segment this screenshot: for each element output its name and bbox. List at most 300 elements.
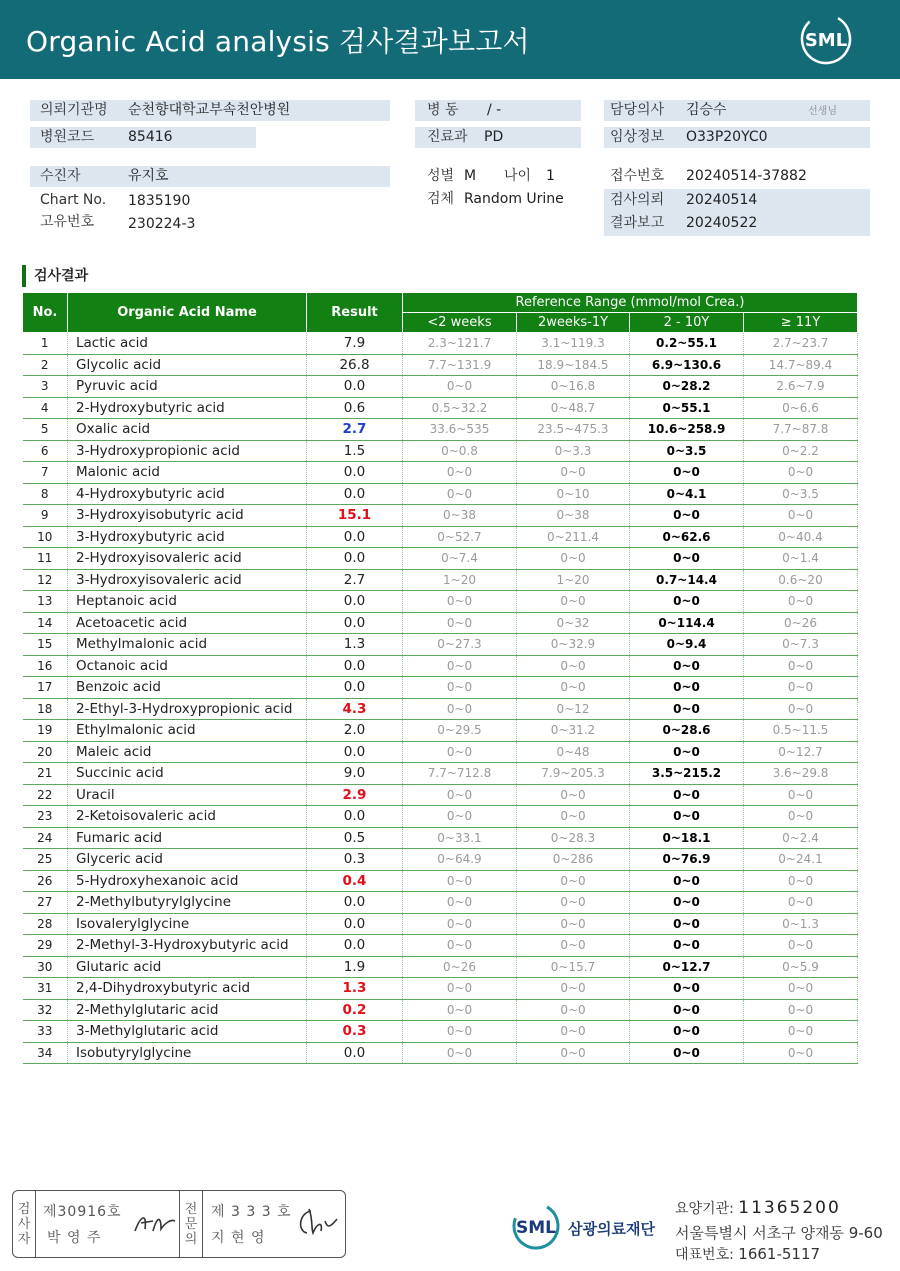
acid-name: Fumaric acid — [68, 827, 307, 849]
specialist-label: 전 문 의 — [184, 1201, 198, 1247]
row-number: 28 — [23, 913, 68, 935]
row-number: 31 — [23, 978, 68, 1000]
ref-2-10y: 0~0 — [630, 978, 744, 1000]
result-value: 15.1 — [307, 505, 403, 527]
row-number: 24 — [23, 827, 68, 849]
hospital-code-value: 85416 — [128, 129, 173, 145]
ref-under-2weeks: 0~0 — [403, 913, 517, 935]
ref-2-10y: 0~0 — [630, 548, 744, 570]
ref-under-2weeks: 0~52.7 — [403, 526, 517, 548]
result-value: 2.0 — [307, 720, 403, 742]
table-row — [23, 720, 858, 742]
clinical-label: 임상정보 — [610, 129, 665, 145]
ref-over-11y: 0~0 — [744, 655, 858, 677]
acid-name: 2-Ethyl-3-Hydroxypropionic acid — [68, 698, 307, 720]
specialist-signature-icon — [293, 1205, 341, 1239]
ref-2weeks-1y: 0~0 — [517, 806, 630, 828]
ref-2-10y: 0~0 — [630, 462, 744, 484]
ref-2weeks-1y: 0~0 — [517, 784, 630, 806]
specialist-name: 지 현 영 — [211, 1230, 266, 1246]
ref-over-11y: 3.6~29.8 — [744, 763, 858, 785]
acid-name: Heptanoic acid — [68, 591, 307, 613]
row-number: 25 — [23, 849, 68, 871]
acid-name: Glutaric acid — [68, 956, 307, 978]
table-row — [23, 655, 858, 677]
inspector-signature-icon — [131, 1209, 179, 1239]
ref-2weeks-1y: 0~48 — [517, 741, 630, 763]
ref-under-2weeks: 0~0 — [403, 376, 517, 398]
acid-name: Glycolic acid — [68, 354, 307, 376]
ref-2-10y: 0~18.1 — [630, 827, 744, 849]
result-value: 0.0 — [307, 892, 403, 914]
row-number: 29 — [23, 935, 68, 957]
result-value: 0.0 — [307, 376, 403, 398]
result-value: 0.3 — [307, 849, 403, 871]
unique-value: 230224-3 — [128, 216, 196, 232]
ref-under-2weeks: 0~27.3 — [403, 634, 517, 656]
ref-2-10y: 0~0 — [630, 806, 744, 828]
ward-label: 병 동 — [427, 102, 459, 118]
ref-2weeks-1y: 0~211.4 — [517, 526, 630, 548]
ref-2-10y: 0~4.1 — [630, 483, 744, 505]
table-row — [23, 419, 858, 441]
ref-under-2weeks: 0~0 — [403, 784, 517, 806]
result-value: 7.9 — [307, 333, 403, 355]
ref-under-2weeks: 0.5~32.2 — [403, 397, 517, 419]
report-date-label: 결과보고 — [610, 215, 665, 231]
ref-over-11y: 0~6.6 — [744, 397, 858, 419]
ref-2weeks-1y: 0~0 — [517, 892, 630, 914]
ref-2weeks-1y: 0~286 — [517, 849, 630, 871]
acid-name: Glyceric acid — [68, 849, 307, 871]
result-value: 0.0 — [307, 462, 403, 484]
doctor-value: 김승수 — [686, 102, 727, 118]
ref-over-11y: 14.7~89.4 — [744, 354, 858, 376]
result-value: 2.7 — [307, 419, 403, 441]
ref-under-2weeks: 0~26 — [403, 956, 517, 978]
ref-2weeks-1y: 0~0 — [517, 978, 630, 1000]
ref-2-10y: 0~0 — [630, 677, 744, 699]
age-value: 1 — [546, 168, 555, 184]
ref-2-10y: 3.5~215.2 — [630, 763, 744, 785]
header-ref-col: 2 - 10Y — [630, 313, 744, 333]
ref-2weeks-1y: 0~32 — [517, 612, 630, 634]
result-value: 0.0 — [307, 483, 403, 505]
ref-2-10y: 0~0 — [630, 892, 744, 914]
ref-2-10y: 0~0 — [630, 935, 744, 957]
row-number: 13 — [23, 591, 68, 613]
chart-value: 1835190 — [128, 193, 191, 209]
result-value: 0.0 — [307, 677, 403, 699]
report-header — [0, 0, 900, 79]
org-address: 서울특별시 서초구 양재동 9-60 — [675, 1224, 883, 1242]
ref-under-2weeks: 0~0 — [403, 935, 517, 957]
ref-2-10y: 0~0 — [630, 591, 744, 613]
ref-under-2weeks: 0~0 — [403, 655, 517, 677]
sex-label: 성별 — [427, 168, 455, 184]
row-number: 21 — [23, 763, 68, 785]
row-number: 19 — [23, 720, 68, 742]
ref-under-2weeks: 33.6~535 — [403, 419, 517, 441]
org-name: 삼광의료재단 — [568, 1220, 655, 1238]
table-row — [23, 354, 858, 376]
table-row — [23, 1021, 858, 1043]
row-number: 17 — [23, 677, 68, 699]
acid-name: Benzoic acid — [68, 677, 307, 699]
request-value: 20240514 — [686, 192, 758, 208]
table-row — [23, 440, 858, 462]
table-row — [23, 591, 858, 613]
table-row — [23, 784, 858, 806]
report-title: Organic Acid analysis 검사결과보고서 — [26, 25, 530, 58]
ref-2-10y: 0~3.5 — [630, 440, 744, 462]
table-row — [23, 677, 858, 699]
result-value: 0.4 — [307, 870, 403, 892]
ref-2weeks-1y: 0~0 — [517, 655, 630, 677]
table-row — [23, 526, 858, 548]
result-value: 2.7 — [307, 569, 403, 591]
table-row — [23, 913, 858, 935]
table-row — [23, 935, 858, 957]
acid-name: Oxalic acid — [68, 419, 307, 441]
result-value: 0.0 — [307, 591, 403, 613]
acid-name: 3-Hydroxypropionic acid — [68, 440, 307, 462]
ref-over-11y: 0.5~11.5 — [744, 720, 858, 742]
table-row — [23, 956, 858, 978]
acid-name: 2-Ketoisovaleric acid — [68, 806, 307, 828]
result-value: 0.0 — [307, 806, 403, 828]
inspector-number: 제30916호 — [43, 1204, 122, 1220]
ref-2-10y: 0~0 — [630, 1021, 744, 1043]
ref-over-11y: 0~0 — [744, 892, 858, 914]
result-value: 1.3 — [307, 634, 403, 656]
acid-name: Pyruvic acid — [68, 376, 307, 398]
result-value: 1.3 — [307, 978, 403, 1000]
table-row — [23, 827, 858, 849]
result-value: 0.0 — [307, 1042, 403, 1064]
ref-2weeks-1y: 0~0 — [517, 591, 630, 613]
ref-under-2weeks: 0~0 — [403, 741, 517, 763]
department-label: 진료과 — [427, 129, 468, 145]
ref-over-11y: 0~40.4 — [744, 526, 858, 548]
table-row — [23, 763, 858, 785]
ref-2weeks-1y: 0~32.9 — [517, 634, 630, 656]
table-row — [23, 849, 858, 871]
table-row — [23, 483, 858, 505]
ref-over-11y: 0~24.1 — [744, 849, 858, 871]
ref-2weeks-1y: 0~31.2 — [517, 720, 630, 742]
ref-2-10y: 0~0 — [630, 913, 744, 935]
ref-over-11y: 7.7~87.8 — [744, 419, 858, 441]
row-number: 34 — [23, 1042, 68, 1064]
row-number: 14 — [23, 612, 68, 634]
acid-name: 3-Methylglutaric acid — [68, 1021, 307, 1043]
sml-org-logo-icon — [510, 1200, 562, 1252]
ref-over-11y: 0~1.3 — [744, 913, 858, 935]
row-number: 33 — [23, 1021, 68, 1043]
ref-over-11y: 0~12.7 — [744, 741, 858, 763]
ref-over-11y: 0~0 — [744, 999, 858, 1021]
table-row — [23, 505, 858, 527]
acid-name: Ethylmalonic acid — [68, 720, 307, 742]
ref-2weeks-1y: 0~0 — [517, 1021, 630, 1043]
row-number: 8 — [23, 483, 68, 505]
acid-name: Uracil — [68, 784, 307, 806]
acid-name: Succinic acid — [68, 763, 307, 785]
result-value: 0.6 — [307, 397, 403, 419]
acid-name: Maleic acid — [68, 741, 307, 763]
table-row — [23, 978, 858, 1000]
ref-2weeks-1y: 0~0 — [517, 935, 630, 957]
row-number: 23 — [23, 806, 68, 828]
ref-over-11y: 2.6~7.9 — [744, 376, 858, 398]
acid-name: Lactic acid — [68, 333, 307, 355]
ref-over-11y: 0~0 — [744, 1042, 858, 1064]
ref-over-11y: 0~0 — [744, 978, 858, 1000]
ref-over-11y: 0~7.3 — [744, 634, 858, 656]
result-value: 4.3 — [307, 698, 403, 720]
result-value: 0.0 — [307, 741, 403, 763]
ref-under-2weeks: 0~38 — [403, 505, 517, 527]
acid-name: 3-Hydroxybutyric acid — [68, 526, 307, 548]
ref-2-10y: 0~55.1 — [630, 397, 744, 419]
result-value: 0.0 — [307, 913, 403, 935]
ref-2-10y: 0~28.2 — [630, 376, 744, 398]
ref-2-10y: 10.6~258.9 — [630, 419, 744, 441]
ref-under-2weeks: 0~33.1 — [403, 827, 517, 849]
ref-2-10y: 0~62.6 — [630, 526, 744, 548]
results-table — [22, 292, 858, 1064]
ref-under-2weeks: 0~0 — [403, 483, 517, 505]
table-row — [23, 376, 858, 398]
row-number: 10 — [23, 526, 68, 548]
specialist-number: 제 3 3 3 호 — [211, 1204, 292, 1220]
patient-row — [30, 166, 390, 187]
ref-2-10y: 0~0 — [630, 870, 744, 892]
ref-over-11y: 0~0 — [744, 505, 858, 527]
ref-2weeks-1y: 0~28.3 — [517, 827, 630, 849]
acid-name: Malonic acid — [68, 462, 307, 484]
institution-label: 의뢰기관명 — [40, 102, 108, 118]
table-row — [23, 1042, 858, 1064]
acid-name: 2-Methylbutyrylglycine — [68, 892, 307, 914]
row-number: 30 — [23, 956, 68, 978]
ref-under-2weeks: 0~0 — [403, 698, 517, 720]
result-value: 0.5 — [307, 827, 403, 849]
age-label: 나이 — [504, 168, 532, 184]
request-label: 검사의뢰 — [610, 192, 665, 208]
row-number: 1 — [23, 333, 68, 355]
ref-2-10y: 0~28.6 — [630, 720, 744, 742]
ref-under-2weeks: 0~0.8 — [403, 440, 517, 462]
patient-label: 수진자 — [40, 168, 81, 184]
ref-2-10y: 0~0 — [630, 655, 744, 677]
acid-name: 2,4-Dihydroxybutyric acid — [68, 978, 307, 1000]
ref-over-11y: 0~0 — [744, 1021, 858, 1043]
doctor-suffix: 선생님 — [808, 106, 837, 117]
ref-2weeks-1y: 0~0 — [517, 913, 630, 935]
ref-under-2weeks: 0~64.9 — [403, 849, 517, 871]
specimen-label: 검체 — [427, 191, 455, 207]
table-row — [23, 612, 858, 634]
ref-2weeks-1y: 0~0 — [517, 870, 630, 892]
ref-2-10y: 0~0 — [630, 1042, 744, 1064]
row-number: 3 — [23, 376, 68, 398]
acid-name: 4-Hydroxybutyric acid — [68, 483, 307, 505]
table-row — [23, 892, 858, 914]
acid-name: 2-Methylglutaric acid — [68, 999, 307, 1021]
row-number: 2 — [23, 354, 68, 376]
result-value: 1.5 — [307, 440, 403, 462]
ref-2weeks-1y: 0~0 — [517, 999, 630, 1021]
row-number: 7 — [23, 462, 68, 484]
result-value: 1.9 — [307, 956, 403, 978]
ref-over-11y: 0~0 — [744, 698, 858, 720]
inspector-label: 검 사 자 — [17, 1201, 31, 1247]
ref-2weeks-1y: 0~0 — [517, 1042, 630, 1064]
ref-2-10y: 0~76.9 — [630, 849, 744, 871]
result-value: 0.2 — [307, 999, 403, 1021]
hospital-code-label: 병원코드 — [40, 129, 95, 145]
ref-over-11y: 0.6~20 — [744, 569, 858, 591]
ref-under-2weeks: 7.7~712.8 — [403, 763, 517, 785]
table-row — [23, 999, 858, 1021]
table-row — [23, 569, 858, 591]
ref-2-10y: 0~9.4 — [630, 634, 744, 656]
department-value: PD — [484, 129, 504, 145]
header-no: No. — [23, 293, 68, 333]
sex-value: M — [464, 168, 477, 184]
ref-over-11y: 0~0 — [744, 677, 858, 699]
result-value: 0.0 — [307, 935, 403, 957]
ref-2-10y: 0~0 — [630, 741, 744, 763]
acid-name: Isovalerylglycine — [68, 913, 307, 935]
ref-over-11y: 0~0 — [744, 935, 858, 957]
result-value: 26.8 — [307, 354, 403, 376]
table-row — [23, 333, 858, 355]
table-row — [23, 870, 858, 892]
org-phone: 대표번호: 1661-5117 — [675, 1245, 821, 1263]
ref-over-11y: 0~0 — [744, 870, 858, 892]
ward-value: / - — [487, 102, 502, 118]
table-row — [23, 462, 858, 484]
acid-name: 2-Hydroxybutyric acid — [68, 397, 307, 419]
ref-2-10y: 0~0 — [630, 698, 744, 720]
header-reference: Reference Range (mmol/mol Crea.) — [403, 293, 858, 313]
acid-name: 3-Hydroxyisovaleric acid — [68, 569, 307, 591]
row-number: 16 — [23, 655, 68, 677]
result-value: 0.0 — [307, 526, 403, 548]
section-title: 검사결과 — [22, 265, 88, 287]
clinical-value: O33P20YC0 — [686, 129, 768, 145]
table-row — [23, 548, 858, 570]
header-result: Result — [307, 293, 403, 333]
ref-2weeks-1y: 0~48.7 — [517, 397, 630, 419]
institution-code: 요양기관: 11365200 — [675, 1198, 841, 1218]
ref-2weeks-1y: 7.9~205.3 — [517, 763, 630, 785]
patient-value: 유지호 — [128, 168, 169, 184]
row-number: 27 — [23, 892, 68, 914]
ref-2weeks-1y: 1~20 — [517, 569, 630, 591]
ref-under-2weeks: 0~0 — [403, 1042, 517, 1064]
report-date-value: 20240522 — [686, 215, 758, 231]
ref-over-11y: 0~2.2 — [744, 440, 858, 462]
ref-under-2weeks: 0~0 — [403, 978, 517, 1000]
ref-2weeks-1y: 0~12 — [517, 698, 630, 720]
ref-under-2weeks: 0~0 — [403, 1021, 517, 1043]
ref-under-2weeks: 2.3~121.7 — [403, 333, 517, 355]
ref-over-11y: 0~0 — [744, 462, 858, 484]
ref-2weeks-1y: 0~10 — [517, 483, 630, 505]
ref-2-10y: 0~0 — [630, 505, 744, 527]
ref-under-2weeks: 7.7~131.9 — [403, 354, 517, 376]
table-row — [23, 698, 858, 720]
row-number: 11 — [23, 548, 68, 570]
ref-2-10y: 6.9~130.6 — [630, 354, 744, 376]
ref-under-2weeks: 1~20 — [403, 569, 517, 591]
header-name: Organic Acid Name — [68, 293, 307, 333]
acid-name: 2-Hydroxyisovaleric acid — [68, 548, 307, 570]
row-number: 32 — [23, 999, 68, 1021]
ref-2-10y: 0~0 — [630, 784, 744, 806]
table-row — [23, 397, 858, 419]
ref-2-10y: 0~0 — [630, 999, 744, 1021]
ref-2weeks-1y: 3.1~119.3 — [517, 333, 630, 355]
ref-under-2weeks: 0~0 — [403, 806, 517, 828]
result-value: 0.0 — [307, 612, 403, 634]
ref-over-11y: 0~0 — [744, 806, 858, 828]
ref-over-11y: 0~3.5 — [744, 483, 858, 505]
ref-over-11y: 2.7~23.7 — [744, 333, 858, 355]
result-value: 9.0 — [307, 763, 403, 785]
result-value: 0.0 — [307, 655, 403, 677]
row-number: 9 — [23, 505, 68, 527]
svg-text:SML: SML — [516, 1218, 556, 1238]
receipt-value: 20240514-37882 — [686, 168, 807, 184]
table-row — [23, 741, 858, 763]
header-ref-col: 2weeks-1Y — [517, 313, 630, 333]
header-ref-col: <2 weeks — [403, 313, 517, 333]
ref-under-2weeks: 0~29.5 — [403, 720, 517, 742]
acid-name: Acetoacetic acid — [68, 612, 307, 634]
table-row — [23, 806, 858, 828]
ref-2weeks-1y: 0~0 — [517, 677, 630, 699]
ref-over-11y: 0~2.4 — [744, 827, 858, 849]
row-number: 26 — [23, 870, 68, 892]
ref-under-2weeks: 0~0 — [403, 870, 517, 892]
svg-text:SML: SML — [804, 30, 848, 51]
inspector-name: 박 영 주 — [47, 1230, 102, 1246]
ref-2weeks-1y: 23.5~475.3 — [517, 419, 630, 441]
sml-logo-icon — [798, 12, 854, 66]
acid-name: 3-Hydroxyisobutyric acid — [68, 505, 307, 527]
institution-value: 순천향대학교부속천안병원 — [128, 102, 291, 118]
acid-name: Octanoic acid — [68, 655, 307, 677]
row-number: 12 — [23, 569, 68, 591]
acid-name: Methylmalonic acid — [68, 634, 307, 656]
ref-under-2weeks: 0~0 — [403, 462, 517, 484]
row-number: 4 — [23, 397, 68, 419]
row-number: 22 — [23, 784, 68, 806]
result-value: 0.0 — [307, 548, 403, 570]
ref-2weeks-1y: 0~38 — [517, 505, 630, 527]
acid-name: 2-Methyl-3-Hydroxybutyric acid — [68, 935, 307, 957]
result-value: 2.9 — [307, 784, 403, 806]
ref-under-2weeks: 0~0 — [403, 612, 517, 634]
row-number: 18 — [23, 698, 68, 720]
ref-under-2weeks: 0~0 — [403, 677, 517, 699]
ref-under-2weeks: 0~0 — [403, 999, 517, 1021]
